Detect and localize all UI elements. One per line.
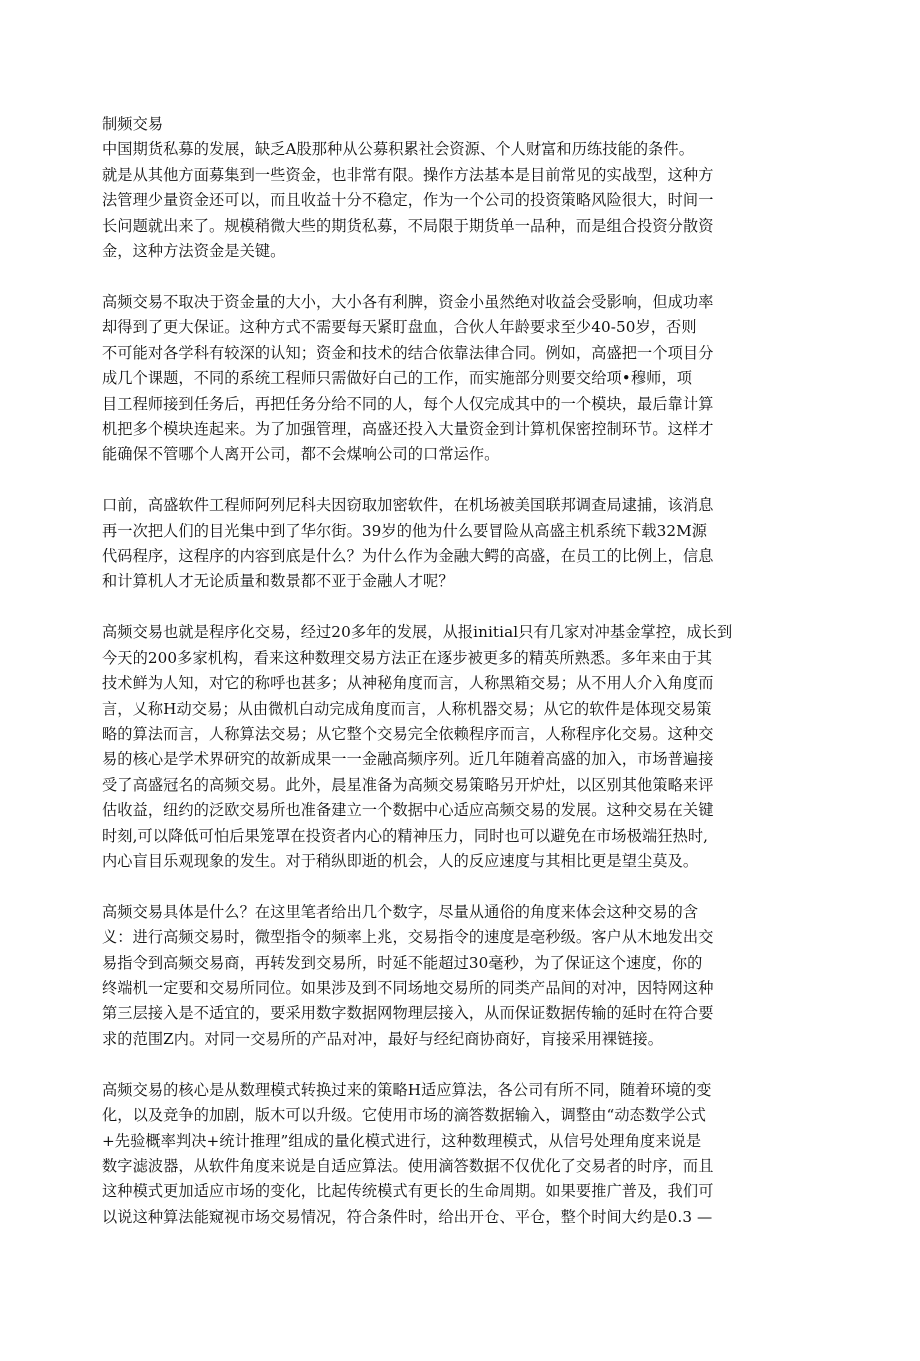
paragraph-line: 不可能对各学科有较深的认知；资金和技术的结合依靠法律合同。例如，高盛把一个项目分	[102, 343, 714, 362]
paragraph-line: 目工程师接到任务后，再把任务分给不同的人，每个人仅完成其中的一个模块，最后靠计算	[102, 394, 714, 413]
paragraph-line: 中国期货私募的发展，缺乏A股那种从公募积累社会资源、个人财富和历练技能的条件。	[102, 140, 694, 159]
paragraph-line: 求的范围Z内。对同一交易所的产品对冲，最好与经纪商协商好，肓接采用裸链接。	[102, 1029, 664, 1048]
paragraph-line: 能确保不管哪个人离开公司，都不会煤响公司的口常运作。	[102, 445, 500, 464]
paragraph-2	[102, 290, 794, 468]
paragraph-line: 略的算法而言，人称算法交易；从它整个交易完全依赖程序而言，人称程序化交易。这种交	[102, 724, 714, 743]
paragraph-line: 第三层接入是不适宜的，要采用数字数据网物理层接入，从而保证数据传输的延时在符合要	[102, 1004, 714, 1023]
paragraph-line: 内心盲目乐观现象的发生。对于稍纵即逝的机会，人的反应速度与其相比更是望尘莫及。	[102, 851, 699, 870]
paragraph-line: 就是从其他方面募集到一些资金，也非常有限。操作方法基本是目前常见的实战型，这种方	[102, 165, 714, 184]
paragraph-spacer	[102, 595, 794, 621]
paragraph-line: 化，以及竞争的加剧，版木可以升级。它使用市场的滴答数据输入，调整由“动态数学公式	[102, 1106, 707, 1125]
paragraph-4	[102, 620, 794, 874]
paragraph-5	[102, 900, 794, 1052]
paragraph-line: 言，乂称H动交易；从由微机白动完成角度而言，人称机器交易；从它的软件是体现交易策	[102, 699, 712, 718]
paragraph-line: 机把多个模块连起来。为了加强管理，高盛还投入大量资金到计算机保密控制环节。这样才	[102, 419, 714, 438]
paragraph-line: 以说这种算法能窥视市场交易情况，符合条件时，给出开仓、平仓，整个时间大约是0.3 —	[102, 1207, 713, 1226]
paragraph-6	[102, 1078, 794, 1230]
paragraph-spacer	[102, 264, 794, 290]
paragraph-line: 这种模式更加适应市场的变化，比起传统模式有更长的生命周期。如果要推广普及，我们可	[102, 1182, 714, 1201]
paragraph-line: 成几个课题，不同的系统工程师只需做好白己的工作，而实施部分则要交给项•穆师，项	[102, 369, 692, 388]
paragraph-line: 时刻,可以降低可怕后果笼罩在投资者内心的精神压力，同时也可以避免在市场极端狂热时,	[102, 826, 709, 845]
paragraph-line: 法管理少量资金还可以，而且收益十分不稳定，作为一个公司的投资策略风险很大，时间一	[102, 191, 714, 210]
paragraph-line: 易指令到高频交易商，再转发到交易所，时延不能超过30毫秒，为了保证这个速度，你的	[102, 953, 703, 972]
paragraph-line: 受了高盛冠名的高频交易。此外，晨星准备为高频交易策略另开炉灶，以区别其他策略来评	[102, 775, 714, 794]
paragraph-1	[102, 137, 794, 264]
paragraph-line: 金，这种方法资金是关键。	[102, 241, 286, 260]
paragraph-line: 和计算机人才无论质量和数景都不亚于金融人才呢？	[102, 572, 454, 591]
paragraph-spacer	[102, 874, 794, 900]
paragraph-line: 代码程序，这程序的内容到底是什么？为什么作为金融大鳄的高盛，在员工的比例上，信息	[102, 547, 714, 566]
paragraph-line: 口前，高盛软件工程师阿列尼科夫因窃取加密软件，在机场被美国联邦调查局逮捕，该消息	[102, 496, 714, 515]
document-title: 制频交易	[102, 115, 164, 133]
paragraph-line: 高频交易也就是程序化交易，经过20多年的发展，从报initial只有几家对冲基金掌控，成长到	[102, 623, 733, 642]
paragraph-line: 高频交易不取决于资金量的大小，大小各有利脾，资金小虽然绝对收益会受影响，但成功率	[102, 292, 714, 311]
paragraph-line: 高频交易具体是什么？在这里笔者给出几个数字，尽量从通俗的角度来体会这种交易的含	[102, 902, 699, 921]
document-body	[102, 112, 794, 1230]
paragraph-line: 易的核心是学术界研究的故新成果一一金融高频序列。近几年随着高盛的加入，市场普遍接	[102, 750, 714, 769]
paragraph-line: 义：进行高频交易时，微型指令的频率上兆，交易指令的速度是亳秒级。客户从木地发出交	[102, 928, 714, 947]
paragraph-line: 今天的200多家机构，看来这种数理交易方法正在逐步被更多的精英所熟悉。多年来由于其	[102, 648, 713, 667]
paragraph-line: 再一次把人们的目光集中到了华尔街。39岁的他为什么要冒险从高盛主机系统下载32M源	[102, 521, 708, 540]
paragraph-line: 高频交易的核心是从数理模式转换过来的策略H适应算法，各公司有所不同，随着环境的变	[102, 1080, 712, 1099]
paragraph-line: 终端机一定要和交易所同位。如果涉及到不同场地交易所的同类产品间的对冲，因特网这种	[102, 979, 714, 998]
paragraph-line: +先验概率判决+统计推理”组成的量化模式进行，这种数理模式，从信号处理角度来说是	[102, 1131, 702, 1150]
paragraph-3	[102, 493, 794, 595]
paragraph-line: 却得到了更大保证。这种方式不需要每天紧盯盘血，合伙人年龄要求至少40-50岁，否则	[102, 318, 697, 337]
paragraph-line: 长问题就出来了。规模稍微大些的期货私募，不局限于期货单一品种，而是组合投资分散资	[102, 216, 714, 235]
paragraph-spacer	[102, 468, 794, 494]
paragraph-spacer	[102, 1052, 794, 1078]
paragraph-line: 技术鲜为人知，对它的称呼也甚多；从神秘角度而言，人称黑箱交易；从不用人介入角度而	[102, 674, 714, 693]
paragraph-line: 估收益，纽约的泛欧交易所也准备建立一个数据中心适应高频交易的发展。这种交易在关键	[102, 801, 714, 820]
paragraph-line: 数字滤波器，从软件角度来说是自适应算法。使用滴答数据不仅优化了交易者的时序，而且	[102, 1157, 714, 1176]
